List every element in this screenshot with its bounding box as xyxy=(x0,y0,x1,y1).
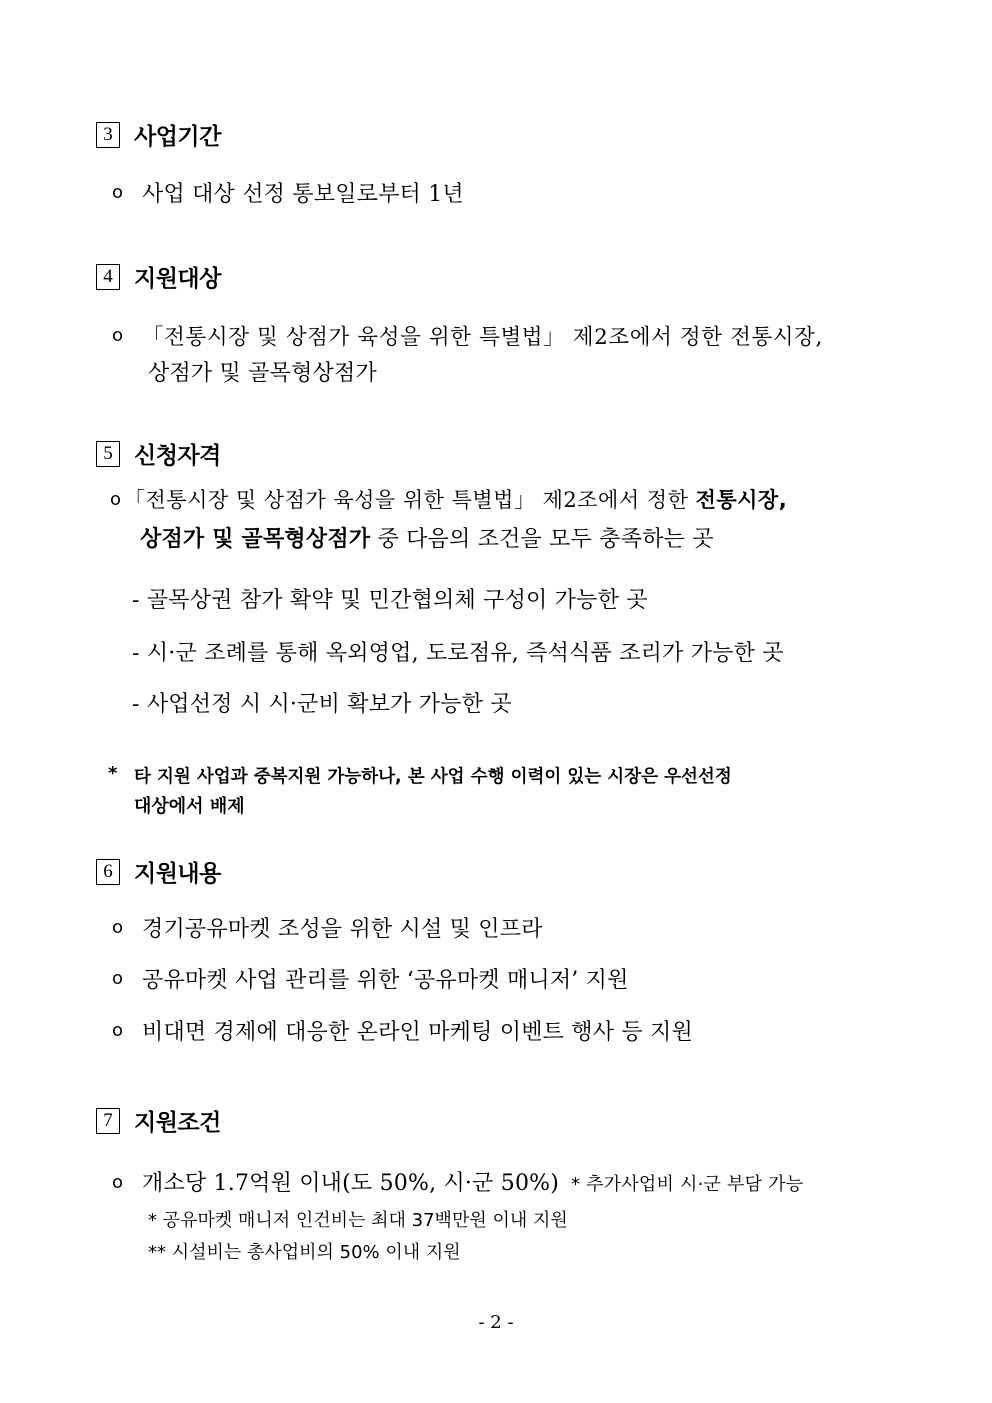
section-6-heading xyxy=(96,855,221,888)
bullet-icon: ο xyxy=(112,325,124,346)
section-title: 지원조건 xyxy=(134,1110,221,1136)
section-4-heading xyxy=(96,260,221,293)
section-title: 지원대상 xyxy=(134,266,221,292)
support-condition-tail: * 추가사업비 시·군 부담 가능 xyxy=(571,1174,804,1195)
support-condition-main: 개소당 1.7억원 이내(도 50%, 시·군 50%) xyxy=(142,1171,560,1196)
section-title: 사업기간 xyxy=(134,124,221,150)
list-item: 「전통시장 및 상점가 육성을 위한 특별법」 제2조에서 정한 전통시장, xyxy=(142,325,823,350)
section-title: 지원내용 xyxy=(134,861,221,887)
note-mark: * xyxy=(108,763,118,784)
eligibility-text: 「전통시장 및 상점가 육성을 위한 특별법」 제2조에서 정한 xyxy=(124,488,696,512)
support-condition xyxy=(142,1166,803,1197)
sub-note: * 공유마켓 매니저 인건비는 최대 37백만원 이내 지원 xyxy=(148,1210,568,1231)
condition-item: - 사업선정 시 시·군비 확보가 가능한 곳 xyxy=(132,692,512,717)
eligibility-bold: 전통시장, xyxy=(695,488,788,512)
section-number: 6 xyxy=(96,859,120,885)
list-item: 사업 대상 선정 통보일로부터 1년 xyxy=(142,182,464,207)
condition-item: - 시·군 조례를 통해 옥외영업, 도로점유, 즉석식품 조리가 가능한 곳 xyxy=(132,641,784,666)
section-3-heading xyxy=(96,118,221,151)
eligibility-bold: 상점가 및 골목형상점가 xyxy=(140,527,371,552)
sub-note: ** 시설비는 총사업비의 50% 이내 지원 xyxy=(148,1242,461,1263)
list-item: 경기공유마켓 조성을 위한 시설 및 인프라 xyxy=(142,917,543,942)
eligibility-line-2 xyxy=(140,522,714,553)
section-number: 4 xyxy=(96,264,120,290)
condition-item: - 골목상권 참가 확약 및 민간협의체 구성이 가능한 곳 xyxy=(132,588,648,613)
bullet-icon: ο xyxy=(112,1172,124,1193)
page-number: - 2 - xyxy=(478,1312,514,1333)
section-number: 7 xyxy=(96,1108,120,1134)
note-text: 타 지원 사업과 중복지원 가능하나, 본 사업 수행 이력이 있는 시장은 우선선정 xyxy=(134,767,732,787)
list-item-continuation: 상점가 및 골목형상점가 xyxy=(148,361,377,386)
section-number: 5 xyxy=(96,441,120,467)
section-number: 3 xyxy=(96,122,120,148)
section-5-heading xyxy=(96,437,221,470)
bullet-icon: ο xyxy=(112,917,124,938)
bullet-icon: ο xyxy=(112,1020,124,1041)
eligibility-text: 중 다음의 조건을 모두 충족하는 곳 xyxy=(370,527,714,552)
note-text-continuation: 대상에서 배제 xyxy=(134,796,245,817)
section-7-heading xyxy=(96,1104,221,1137)
list-item: 공유마켓 사업 관리를 위한 ‘공유마켓 매니저’ 지원 xyxy=(142,968,629,993)
bullet-icon: ο xyxy=(112,968,124,989)
bullet-icon: ο xyxy=(110,489,122,510)
section-title: 신청자격 xyxy=(134,443,221,469)
list-item: 비대면 경제에 대응한 온라인 마케팅 이벤트 행사 등 지원 xyxy=(142,1020,693,1045)
bullet-icon: ο xyxy=(112,182,124,203)
eligibility-line-1 xyxy=(124,484,787,514)
